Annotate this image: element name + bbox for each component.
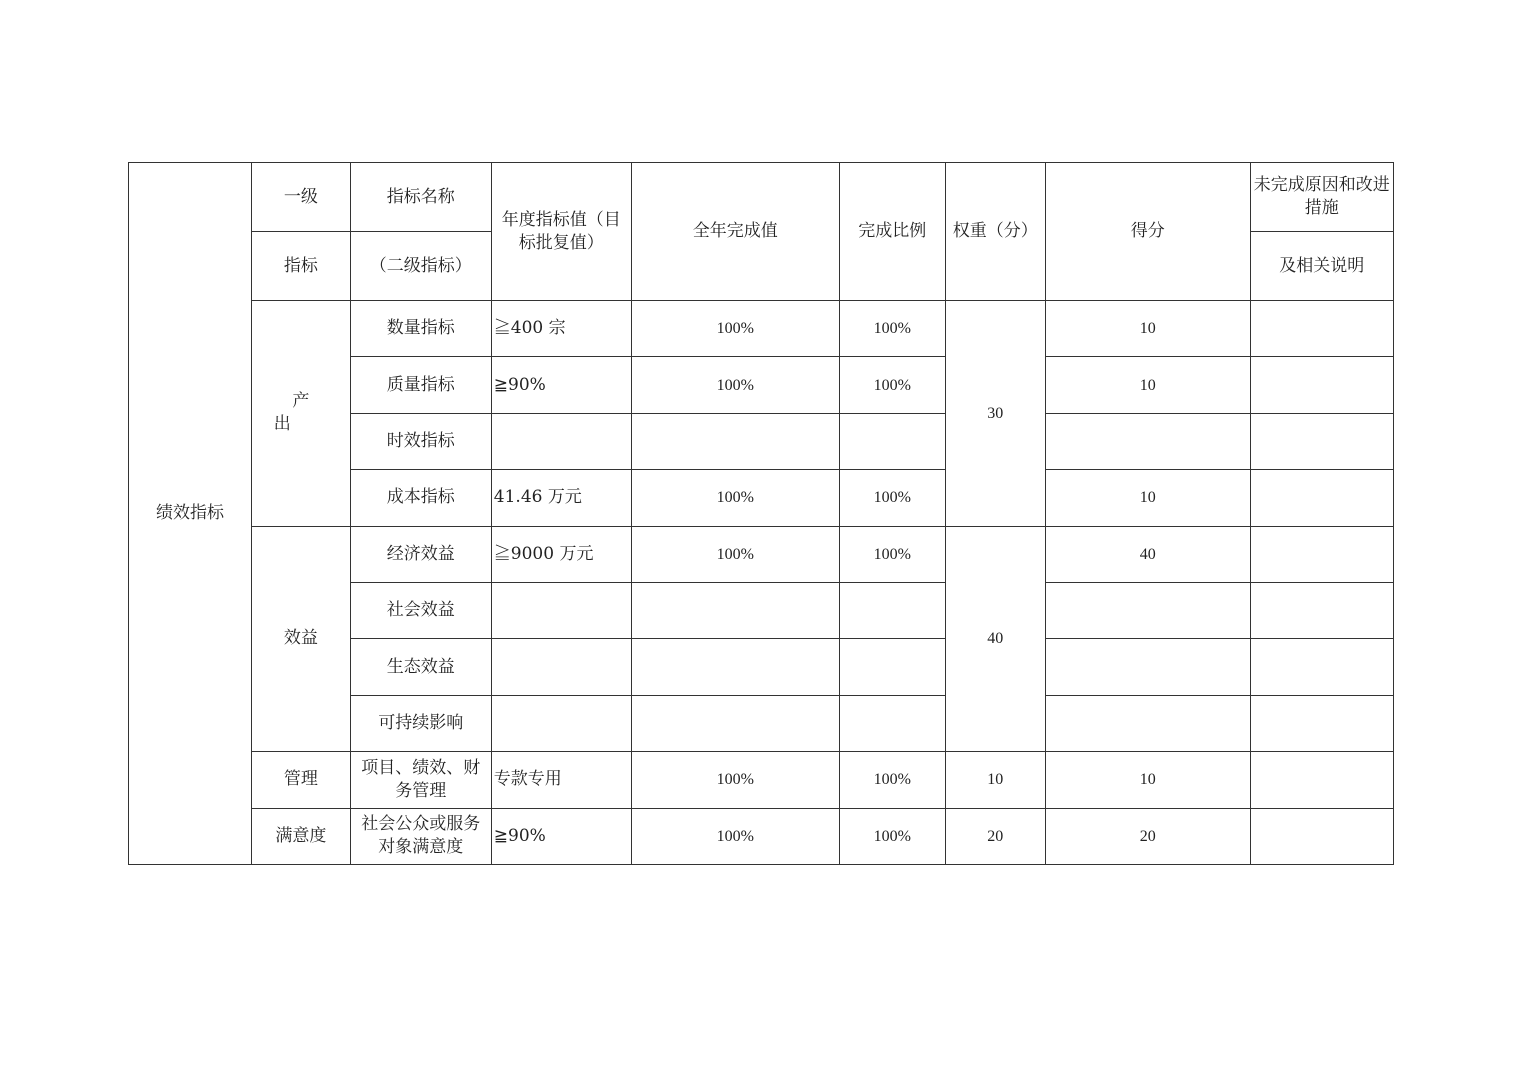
- full-year-value: 100%: [631, 752, 839, 808]
- completion-ratio: 100%: [839, 301, 945, 357]
- reason-header-top: 未完成原因和改进措施: [1250, 163, 1393, 232]
- completion-ratio: 100%: [839, 752, 945, 808]
- target-value: [491, 639, 631, 695]
- indicator-name: 时效指标: [350, 413, 491, 469]
- full-year-value: [631, 695, 839, 751]
- score: 20: [1045, 808, 1250, 864]
- note: [1250, 357, 1393, 413]
- group-output: 产出: [252, 301, 351, 527]
- weight-satisfaction: 20: [945, 808, 1045, 864]
- note: [1250, 808, 1393, 864]
- category-cell: 绩效指标: [129, 163, 252, 865]
- note: [1250, 695, 1393, 751]
- target-value: 专款专用: [491, 752, 631, 808]
- group-satisfaction: 满意度: [252, 808, 351, 864]
- indicator-name: 成本指标: [350, 470, 491, 526]
- note: [1250, 301, 1393, 357]
- completion-ratio: [839, 413, 945, 469]
- level1-header-top: 一级: [252, 163, 351, 232]
- indicator-name: 质量指标: [350, 357, 491, 413]
- score: 40: [1045, 526, 1250, 582]
- full-year-value: 100%: [631, 357, 839, 413]
- indicator-name: 经济效益: [350, 526, 491, 582]
- target-value: ≧90%: [491, 357, 631, 413]
- note: [1250, 526, 1393, 582]
- full-year-value: 100%: [631, 526, 839, 582]
- weight-output: 30: [945, 301, 1045, 527]
- full-year-value: [631, 639, 839, 695]
- score: [1045, 413, 1250, 469]
- score: [1045, 639, 1250, 695]
- target-value: [491, 413, 631, 469]
- full-year-value: 100%: [631, 301, 839, 357]
- table-row: [129, 301, 1394, 357]
- completion-ratio-header: 完成比例: [839, 163, 945, 301]
- indicator-name: 可持续影响: [350, 695, 491, 751]
- weight-benefit: 40: [945, 526, 1045, 752]
- full-year-value-header: 全年完成值: [631, 163, 839, 301]
- score: 10: [1045, 301, 1250, 357]
- score: [1045, 695, 1250, 751]
- table-row: [129, 808, 1394, 864]
- indicator-name: 社会效益: [350, 582, 491, 638]
- level1-header-bottom: 指标: [252, 232, 351, 301]
- indicator-name: 项目、绩效、财务管理: [350, 752, 491, 808]
- completion-ratio: [839, 639, 945, 695]
- indicator-name: 生态效益: [350, 639, 491, 695]
- target-value: [491, 582, 631, 638]
- note: [1250, 582, 1393, 638]
- indicator-name: 社会公众或服务对象满意度: [350, 808, 491, 864]
- completion-ratio: [839, 695, 945, 751]
- completion-ratio: [839, 582, 945, 638]
- target-value: ≧9000 万元: [491, 526, 631, 582]
- score: 10: [1045, 470, 1250, 526]
- full-year-value: 100%: [631, 470, 839, 526]
- completion-ratio: 100%: [839, 808, 945, 864]
- indicator-name: 数量指标: [350, 301, 491, 357]
- full-year-value: 100%: [631, 808, 839, 864]
- target-value: ≧90%: [491, 808, 631, 864]
- group-management: 管理: [252, 752, 351, 808]
- performance-indicator-table: [128, 162, 1394, 865]
- header-row-top: [129, 163, 1394, 232]
- note: [1250, 639, 1393, 695]
- completion-ratio: 100%: [839, 526, 945, 582]
- full-year-value: [631, 582, 839, 638]
- table-row: [129, 752, 1394, 808]
- weight-management: 10: [945, 752, 1045, 808]
- score: 10: [1045, 752, 1250, 808]
- group-benefit: 效益: [252, 526, 351, 752]
- completion-ratio: 100%: [839, 357, 945, 413]
- reason-header-bottom: 及相关说明: [1250, 232, 1393, 301]
- indicator-name-header-top: 指标名称: [350, 163, 491, 232]
- target-value: [491, 695, 631, 751]
- target-value: ≧400 宗: [491, 301, 631, 357]
- target-value: 41.46 万元: [491, 470, 631, 526]
- indicator-name-header-bottom: （二级指标）: [350, 232, 491, 301]
- note: [1250, 470, 1393, 526]
- note: [1250, 752, 1393, 808]
- score-header: 得分: [1045, 163, 1250, 301]
- note: [1250, 413, 1393, 469]
- weight-header: 权重（分）: [945, 163, 1045, 301]
- score: 10: [1045, 357, 1250, 413]
- full-year-value: [631, 413, 839, 469]
- annual-target-header: 年度指标值（目标批复值）: [491, 163, 631, 301]
- score: [1045, 582, 1250, 638]
- completion-ratio: 100%: [839, 470, 945, 526]
- table-row: [129, 526, 1394, 582]
